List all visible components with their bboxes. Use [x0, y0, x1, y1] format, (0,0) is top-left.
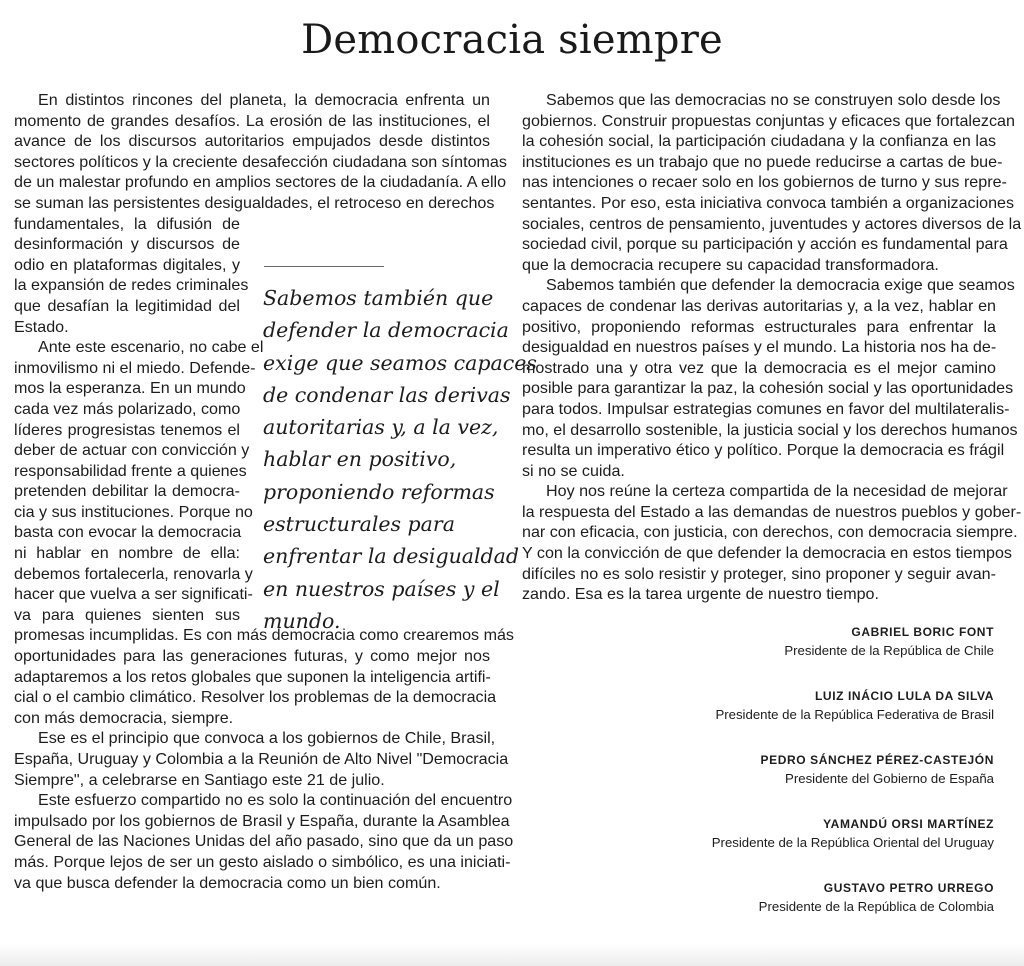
text-line: si no se cuida. — [522, 461, 625, 480]
signatory — [759, 879, 994, 917]
text-line: difíciles no es solo resistir y proteger, sino proponer y seguir avan- — [522, 564, 996, 583]
signatory — [761, 751, 995, 789]
text-line: sociedad civil, porque su participación y acción es fundamental para — [522, 235, 1008, 254]
text-line: desinformación y discursos de — [14, 235, 240, 254]
text-line: promesas incumplidas. Es con más democracia como crearemos más — [14, 626, 514, 645]
text-line: Y con la convicción de que defender la democracia en estos tiempos — [522, 544, 1012, 563]
pull-quote-line: enfrentar la desigualdad — [263, 544, 520, 569]
text-line: Ante este escenario, no cabe el — [38, 338, 264, 357]
signatory-role: Presidente de la República Federativa de Brasil — [715, 707, 994, 722]
text-line: momento de grandes desafíos. La erosión de las instituciones, el — [14, 111, 490, 130]
text-line: se suman las persistentes desigualdades, el retroceso en derechos — [14, 193, 495, 212]
text-line: ni hablar en nombre de ella: — [14, 544, 240, 563]
text-line: Siempre", a celebrarse en Santiago este 21 de julio. — [14, 770, 385, 789]
text-line: que desafían la legitimidad del — [14, 296, 240, 315]
article-title: Democracia siempre — [301, 17, 723, 63]
text-line: odio en plataformas digitales, y — [14, 255, 240, 274]
text-line: mo, el desarrollo sostenible, la justicia social y los derechos humanos — [522, 420, 1018, 439]
text-line: sentantes. Por eso, esta iniciativa convoca también a organizaciones — [522, 193, 1015, 212]
pull-quote-line: en nuestros países y el — [263, 576, 500, 601]
text-line: nas intenciones o recaer solo en los gobiernos de turno y sus repre- — [522, 173, 1007, 192]
pull-quote-rule — [264, 266, 384, 267]
text-line: posible para garantizar la paz, la cohesión social y las oportunidades — [522, 379, 1014, 398]
signatory-name: GABRIEL BORIC FONT — [851, 625, 994, 639]
signatory-role: Presidente de la República Oriental del Uruguay — [711, 835, 994, 850]
pull-quote-line: defender la democracia — [263, 318, 509, 343]
text-line: sociales, centros de pensamiento, juventudes y actores diversos de la — [522, 214, 1022, 233]
text-line: sectores políticos y la creciente desafección ciudadana son síntomas — [14, 152, 507, 171]
text-line: que la democracia recupere su capacidad transformadora. — [522, 255, 939, 274]
pull-quote-line: hablar en positivo, — [263, 447, 457, 472]
text-line: mos la esperanza. En un mundo — [14, 379, 246, 398]
text-line: instituciones es un trabajo que no puede reducirse a cartas de bue- — [522, 152, 1003, 171]
text-line: la respuesta del Estado a las demandas de nuestros pueblos y gober- — [522, 502, 1022, 521]
text-line: Sabemos también que defender la democracia exige que seamos — [546, 276, 1015, 295]
pull-quote-line: Sabemos también que — [263, 286, 494, 310]
text-line: cial o el cambio climático. Resolver los problemas de la democracia — [14, 688, 497, 707]
text-line: va que busca defender la democracia como un bien común. — [14, 873, 441, 892]
text-line: Sabemos que las democracias no se construyen solo desde los — [546, 91, 1001, 109]
pull-quote-line: proponiendo reformas — [263, 479, 495, 504]
text-line: General de las Naciones Unidas del año pasado, sino que da un paso — [14, 832, 514, 851]
text-line: deber de actuar con convicción y — [14, 441, 250, 460]
text-line: más. Porque lejos de ser un gesto aislado o simbólico, es una iniciati- — [14, 852, 511, 871]
signatory-role: Presidente del Gobierno de España — [785, 771, 994, 786]
text-line: capaces de condenar las derivas autoritarias y, a la vez, hablar en — [522, 296, 996, 315]
text-line: mostrado una y otra vez que la democracia es el mejor camino — [522, 358, 996, 377]
text-line: fundamentales, la difusión de — [14, 214, 240, 233]
text-line: gobiernos. Construir propuestas conjuntas y eficaces que fortalezcan — [522, 111, 1015, 130]
text-line: para todos. Impulsar estrategias comunes en favor del multilateralis- — [522, 399, 1010, 418]
text-line: impulsado por los gobiernos de Brasil y España, durante la Asamblea — [14, 811, 510, 830]
page-bottom-edge — [0, 944, 1024, 966]
text-line: la cohesión social, la participación ciudadana y la confianza en las — [522, 132, 996, 151]
text-line: cia y sus instituciones. Porque no — [14, 502, 253, 521]
text-line: desigualdad en nuestros países y el mundo. La historia nos ha de- — [522, 338, 997, 357]
text-line: España, Uruguay y Colombia a la Reunión de Alto Nivel "Democracia — [14, 750, 509, 768]
text-line: pretenden debilitar la democra- — [14, 482, 240, 501]
text-line: Estado. — [14, 317, 69, 336]
signatory-name: LUIZ INÁCIO LULA DA SILVA — [815, 689, 994, 703]
text-line: va para quienes sienten sus — [14, 605, 240, 624]
text-line: nar con eficacia, con justicia, con derechos, con democracia siempre. — [522, 523, 1018, 542]
text-line: avance de los discursos autoritarios empujados desde distintos — [14, 132, 490, 151]
text-line: Hoy nos reúne la certeza compartida de la necesidad de mejorar — [546, 482, 1008, 501]
signatory-name: PEDRO SÁNCHEZ PÉREZ-CASTEJÓN — [760, 753, 994, 767]
text-line: responsabilidad frente a quienes — [14, 461, 247, 480]
text-line: con más democracia, siempre. — [14, 708, 234, 727]
signatory-role: Presidente de la República de Chile — [784, 643, 994, 658]
text-line: la expansión de redes criminales — [14, 276, 249, 295]
pull-quote-line: autoritarias y, a la vez, — [263, 415, 499, 440]
text-line: positivo, proponiendo reformas estructurales para enfrentar la — [522, 317, 996, 336]
text-line: basta con evocar la democracia — [14, 523, 242, 542]
signatory-name: YAMANDÚ ORSI MARTÍNEZ — [823, 817, 994, 831]
text-line: zando. Esa es la tarea urgente de nuestro tiempo. — [522, 585, 879, 604]
pull-quote-line: estructurales para — [263, 512, 455, 537]
signatory — [712, 815, 994, 853]
signatory — [784, 623, 994, 661]
pull-quote-line: mundo. — [263, 608, 341, 633]
text-line: resulta un imperativo ético y político. Porque la democracia es frágil — [522, 441, 1005, 460]
text-line: oportunidades para las generaciones futuras, y como mejor nos — [14, 647, 490, 666]
text-line: hacer que vuelva a ser significati- — [14, 585, 253, 604]
pull-quote — [263, 282, 537, 637]
pull-quote-line: exige que seamos capaces — [263, 350, 537, 375]
text-line: Este esfuerzo compartido no es solo la continuación del encuentro — [38, 791, 513, 810]
text-line: líderes progresistas tenemos el — [14, 420, 240, 439]
text-line: inmovilismo ni el miedo. Defende- — [14, 358, 256, 377]
text-line: adaptaremos a los retos globales que suponen la inteligencia artifi- — [14, 667, 491, 686]
text-line: de un malestar profundo en amplios sectores de la ciudadanía. A ello — [14, 173, 507, 192]
text-line: En distintos rincones del planeta, la democracia enfrenta un — [38, 91, 490, 109]
text-line: Ese es el principio que convoca a los gobiernos de Chile, Brasil, — [38, 729, 496, 748]
pull-quote-line: de condenar las derivas — [263, 382, 511, 407]
signatory-role: Presidente de la República de Colombia — [758, 899, 994, 914]
text-line: debemos fortalecerla, renovarla y — [14, 564, 253, 583]
signatory-name: GUSTAVO PETRO URREGO — [823, 881, 994, 895]
text-line: cada vez más polarizado, como — [14, 399, 241, 418]
signatory — [715, 687, 994, 725]
right-column — [522, 90, 1022, 605]
